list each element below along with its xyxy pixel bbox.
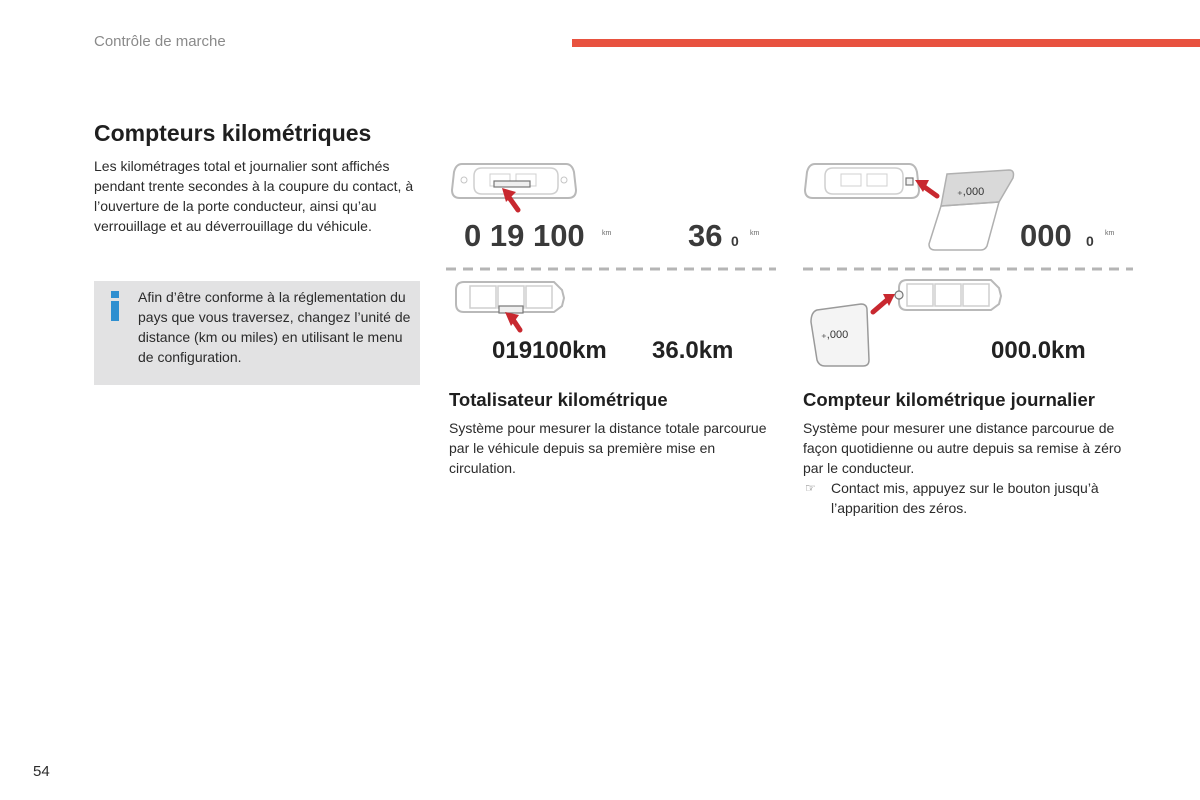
odometer-total-unit: km (602, 230, 612, 237)
instrument-cluster-outline (895, 280, 1001, 310)
info-text: Afin d’être conforme à la réglementation du pays que vous traversez, changez l’unité de distance (km ou miles) en utilisant le menu de configuration. (138, 289, 411, 365)
trip-lcd-decimal: 0 (731, 233, 739, 249)
trip-meter-title: Compteur kilométrique journalier (803, 389, 1095, 410)
trip-lcd-digits: 000 (1020, 218, 1072, 253)
trip-lcd-decimal: 0 (1086, 233, 1094, 249)
trip-reset-button-zoom (929, 170, 1014, 250)
info-icon (110, 291, 120, 321)
pointing-hand-icon: ☞ (805, 481, 816, 495)
totalizer-description: Système pour mesurer la distance totale parcourue par le véhicule depuis sa première mise en circulation. (449, 420, 767, 476)
odometer-total-value: 019100km (492, 337, 607, 364)
info-box (94, 281, 420, 385)
page-title: Compteurs kilométriques (94, 120, 372, 146)
trip-value: 36.0km (652, 337, 734, 364)
page-number: 54 (33, 763, 50, 780)
trip-lcd-unit: km (1105, 230, 1115, 237)
trip-reset-button-zoom (811, 304, 869, 366)
odometer-total-lcd: 0 19 100 (464, 218, 585, 253)
trip-value: 000.0km (991, 337, 1086, 364)
intro-paragraph: Les kilométrages total et journalier sont affichés pendant trente secondes à la coupure du contact, à l’ouverture de la porte conducteur, ainsi qu’au verrouillage et au déverrouillage du véhicule. (94, 158, 414, 234)
section-label: Contrôle de marche (94, 33, 226, 50)
instrument-cluster-outline (805, 164, 919, 198)
header-accent-rule (572, 39, 1200, 47)
trip-meter-description: Système pour mesurer une distance parcourue de façon quotidienne ou autre depuis sa remise à zéro par le conducteur. (803, 420, 1122, 476)
trip-meter-illustration (795, 150, 1140, 375)
trip-reset-button-label: ₊,000 (821, 329, 849, 341)
trip-lcd-unit: km (750, 230, 760, 237)
trip-reset-button-label: ₊,000 (957, 186, 985, 198)
totalizer-title: Totalisateur kilométrique (449, 389, 668, 410)
instrument-cluster-outline (456, 282, 564, 313)
totalizer-illustration (440, 150, 785, 375)
trip-lcd-digits: 36 (688, 218, 723, 253)
pointer-arrow (873, 300, 887, 312)
trip-meter-step-text: Contact mis, appuyez sur le bouton jusqu’à l’apparition des zéros. (831, 480, 1099, 516)
